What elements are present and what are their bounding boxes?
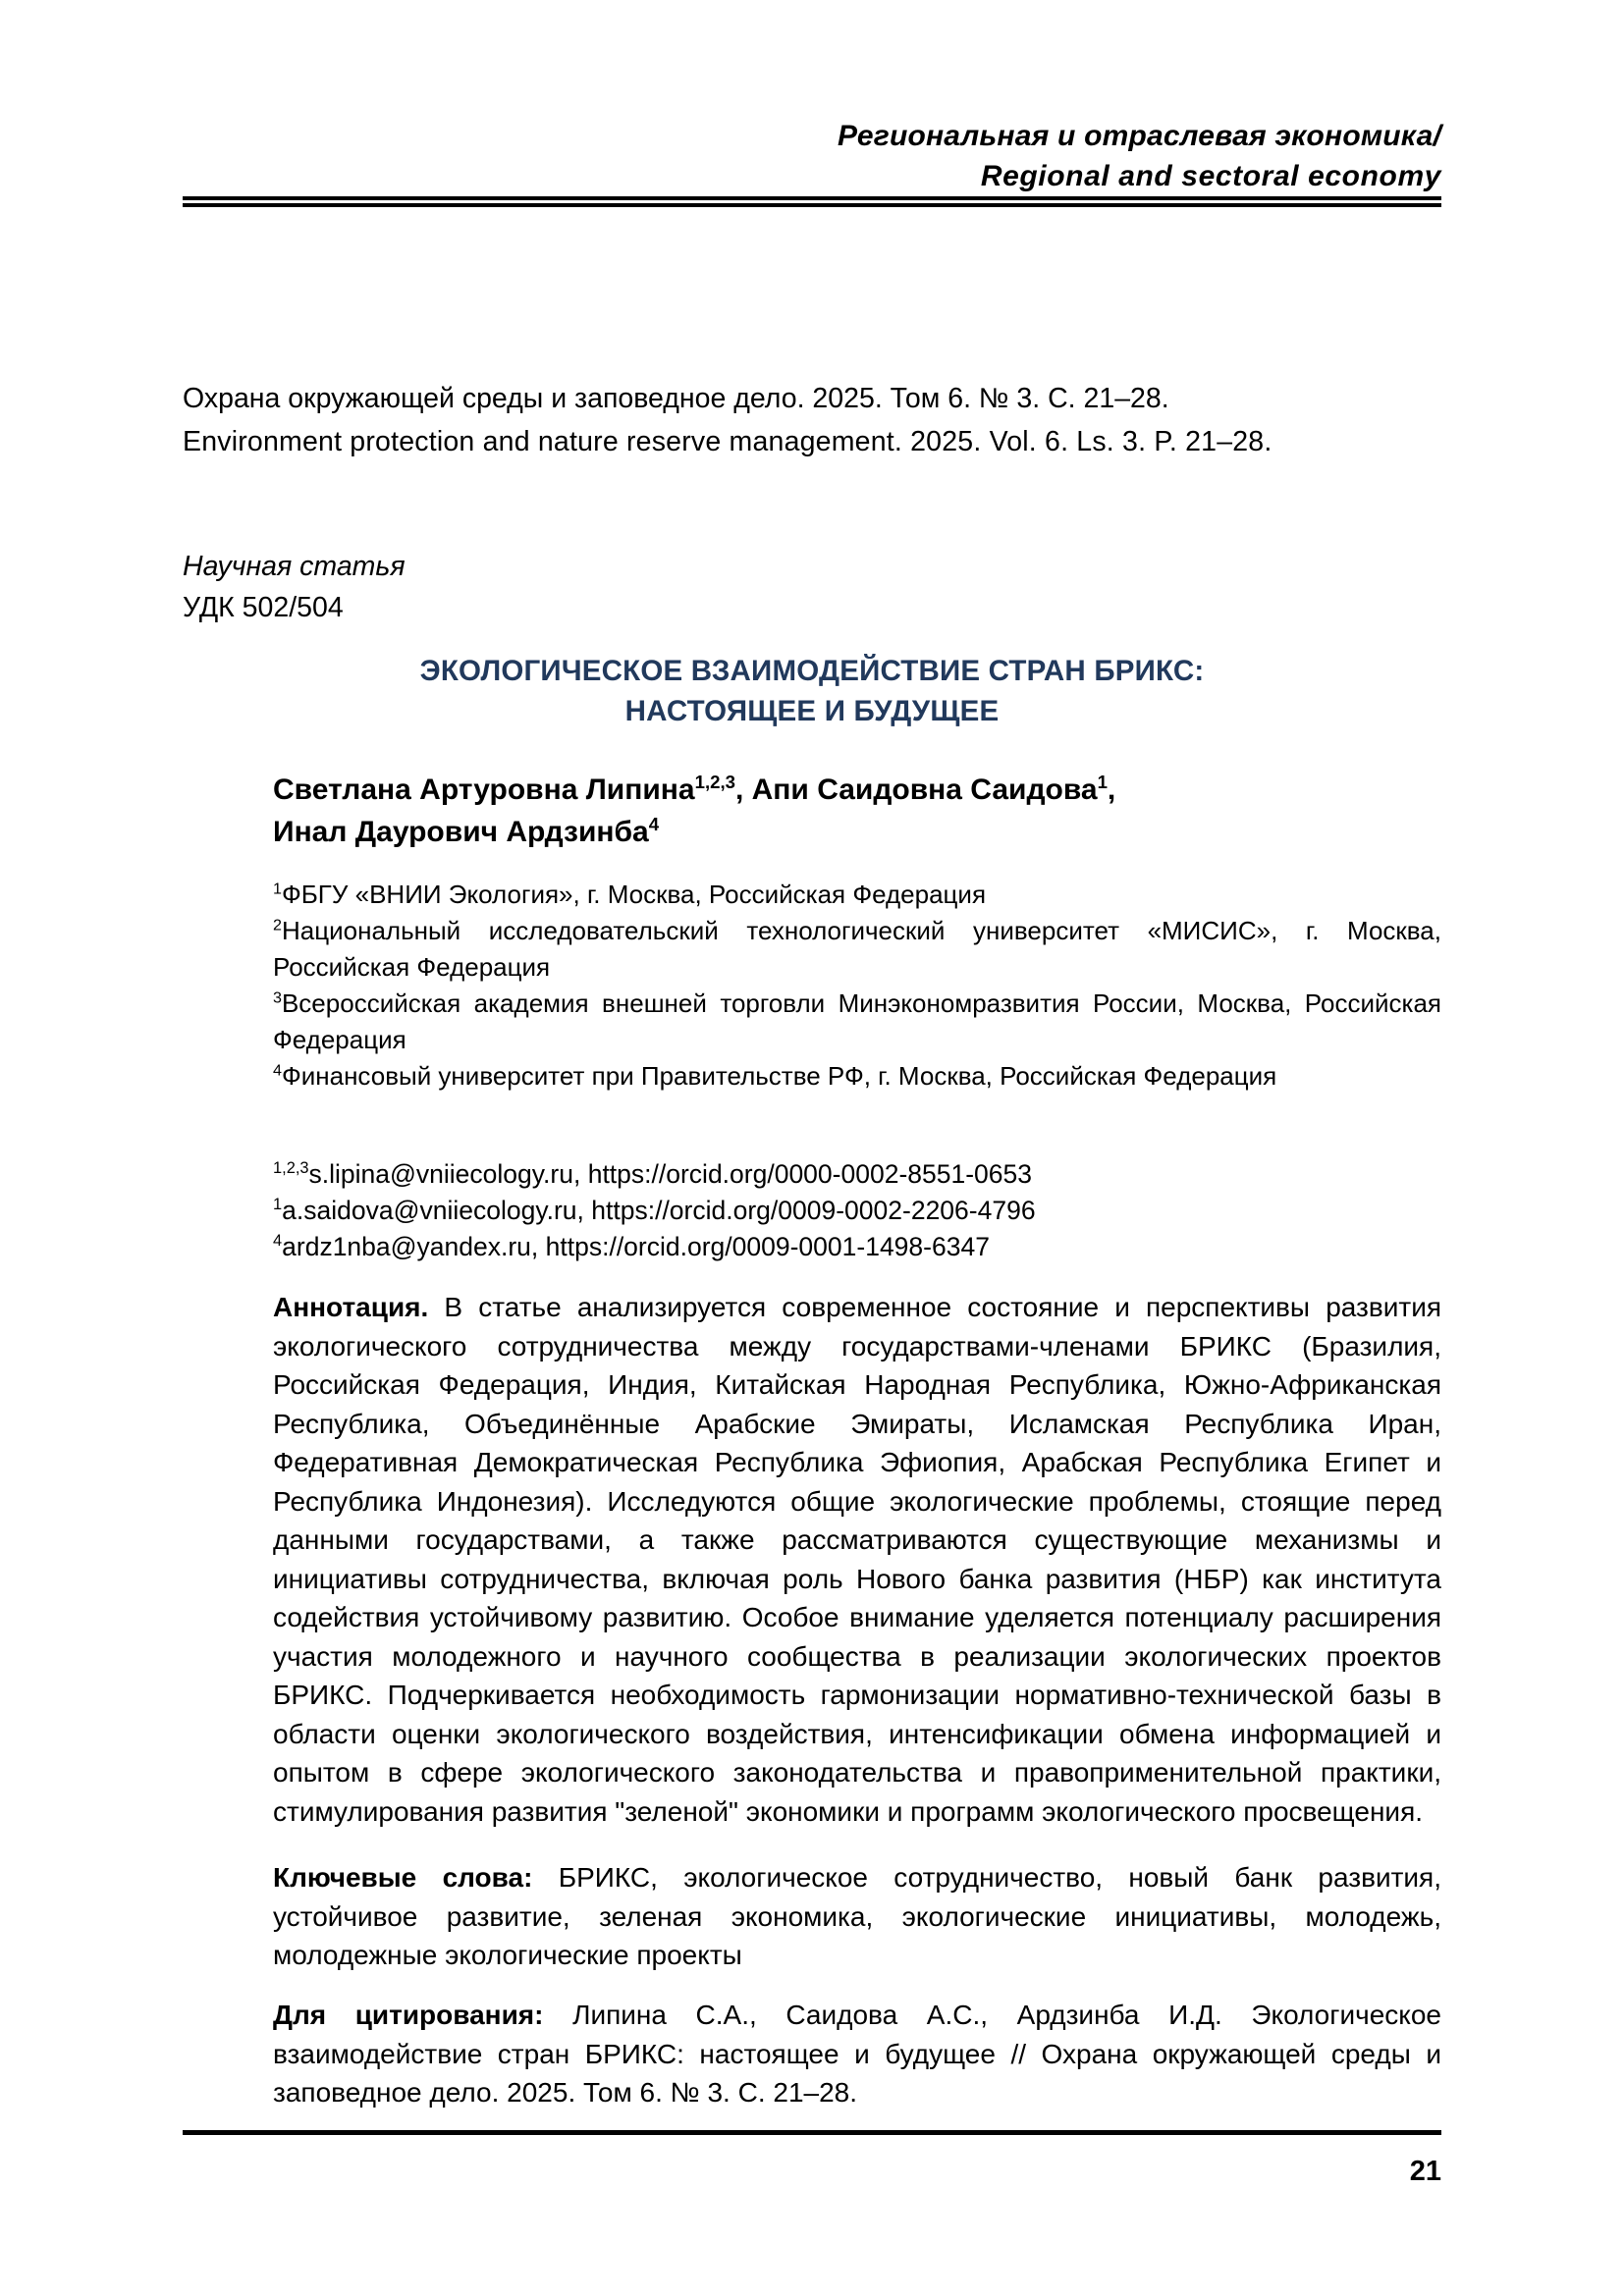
- affiliation-item: [273, 913, 1441, 986]
- affiliation-item: [273, 986, 1441, 1058]
- author-line-1: [273, 769, 1441, 811]
- article-type-label: Научная статья: [183, 551, 406, 582]
- affiliation-marker: 1: [273, 880, 282, 898]
- footer-rule: [183, 2130, 1441, 2135]
- page-title-line-2: НАСТОЯЩЕЕ И БУДУЩЕЕ: [624, 695, 1000, 727]
- source-citation-en: [183, 420, 1441, 463]
- affiliation-marker: 3: [273, 988, 282, 1007]
- page-number: 21: [1409, 2156, 1441, 2187]
- affiliation-text: Финансовый университет при Правительстве РФ, г. Москва, Российская Федерация: [281, 1061, 1277, 1091]
- author-name-2: Апи Саидовна Саидова: [751, 774, 1098, 806]
- affiliation-text: ФБГУ «ВНИИ Экология», г. Москва, Российская Федерация: [281, 880, 987, 909]
- page-title-line-1: ЭКОЛОГИЧЕСКОЕ ВЗАИМОДЕЙСТВИЕ СТРАН БРИКС:: [419, 655, 1205, 687]
- contact-item: [273, 1156, 1441, 1193]
- running-head-line-ru: Региональная и отраслевая экономика/: [838, 120, 1441, 152]
- source-citation: [183, 377, 1441, 463]
- author-name-3: Инал Даурович Ардзинба: [273, 816, 649, 848]
- contact-email-orcid[interactable]: a.saidova@vniiecology.ru, https://orcid.org/0009-0002-2206-4796: [282, 1196, 1036, 1225]
- source-citation-ru: Охрана окружающей среды и заповедное дело. 2025. Том 6. № 3. С. 21–28.: [183, 383, 1169, 414]
- keywords-label: Ключевые слова:: [273, 1862, 533, 1893]
- keywords-text: БРИКС, экологическое сотрудничество, новый банк развития, устойчивое развитие, зеленая экономика, экологические инициативы, молодежь, молодежные экологические проекты: [273, 1862, 1441, 1970]
- for-citation-section: [273, 1996, 1441, 2112]
- affiliation-item: [273, 877, 1441, 913]
- author-line-2: [273, 811, 1441, 853]
- contact-marker: 1,2,3: [273, 1159, 309, 1178]
- author-name-1: Светлана Артуровна Липина: [273, 774, 695, 806]
- contact-list: [273, 1156, 1441, 1265]
- author-affiliation-marker-3: 4: [648, 814, 660, 834]
- author-list: [273, 769, 1441, 853]
- source-citation-en-text: Environment protection and nature reserve management. 2025. Vol. 6. Ls. 3. P. 21–28.: [183, 426, 1272, 457]
- contact-item: [273, 1229, 1441, 1265]
- contact-item: [273, 1193, 1441, 1229]
- contact-email-orcid[interactable]: ardz1nba@yandex.ru, https://orcid.org/0009-0001-1498-6347: [282, 1232, 990, 1261]
- author-separator-2: ,: [1107, 774, 1116, 806]
- udc-code: УДК 502/504: [183, 592, 344, 623]
- article-kind-block: [183, 546, 870, 628]
- page-title: [183, 651, 1441, 731]
- affiliation-list: [273, 877, 1441, 1095]
- contact-marker: 4: [273, 1232, 283, 1251]
- affiliation-marker: 4: [273, 1061, 282, 1080]
- affiliation-item: [273, 1058, 1441, 1095]
- for-citation-text: Липина С.А., Саидова А.С., Ардзинба И.Д. Экологическое взаимодействие стран БРИКС: настоящее и будущее // Охрана окружающей среды и заповедное дело. 2025. Том 6. № 3. С. 21–28.: [273, 2000, 1441, 2108]
- running-head: [183, 116, 1441, 196]
- contact-marker: 1: [273, 1196, 283, 1214]
- affiliation-marker: 2: [273, 916, 282, 934]
- contact-email-orcid[interactable]: s.lipina@vniiecology.ru, https://orcid.org/0000-0002-8551-0653: [308, 1159, 1032, 1189]
- for-citation-label: Для цитирования:: [273, 2000, 544, 2030]
- author-affiliation-marker-2: 1: [1097, 772, 1108, 792]
- abstract-text: В статье анализируется современное состояние и перспективы развития экологического сотрудничества между государствами-членами БРИКС (Бразилия, Российская Федерация, Индия, Китайская Народная Республика, Южно-Африканская Республика, Объединённые Арабские Эмираты, Исламская Республика Иран, Федеративная Демократическая Республика Эфиопия, Арабская Республика Египет и Республика Индонезия). Исследуются общие экологические проблемы, стоящие перед данными государствами, а также рассматриваются существующие механизмы и инициативы сотрудничества, включая роль Нового банка развития (НБР) как института содействия устойчивому развитию. Особое внимание уделяется потенциалу расширения участия молодежного и научного сообщества в реализации экологических проектов БРИКС. Подчеркивается необходимость гармонизации нормативно-технической базы в области оценки экологического воздействия, интенсификации обмена информацией и опытом в сфере экологического законодательства и правоприменительной практики, стимулирования развития "зеленой" экономики и программ экологического просвещения.: [273, 1292, 1441, 1827]
- header-double-rule: [183, 196, 1441, 207]
- abstract-label: Аннотация.: [273, 1292, 429, 1322]
- author-affiliation-marker-1: 1,2,3: [694, 772, 735, 792]
- running-head-line-en: Regional and sectoral economy: [980, 160, 1441, 192]
- author-separator-1: ,: [734, 774, 752, 806]
- abstract-section: [273, 1288, 1441, 1831]
- affiliation-text: Всероссийская академия внешней торговли Минэкономразвития России, Москва, Российская Федерация: [273, 988, 1441, 1054]
- keywords-section: [273, 1858, 1441, 1975]
- affiliation-text: Национальный исследовательский технологический университет «МИСИС», г. Москва, Российская Федерация: [273, 916, 1441, 982]
